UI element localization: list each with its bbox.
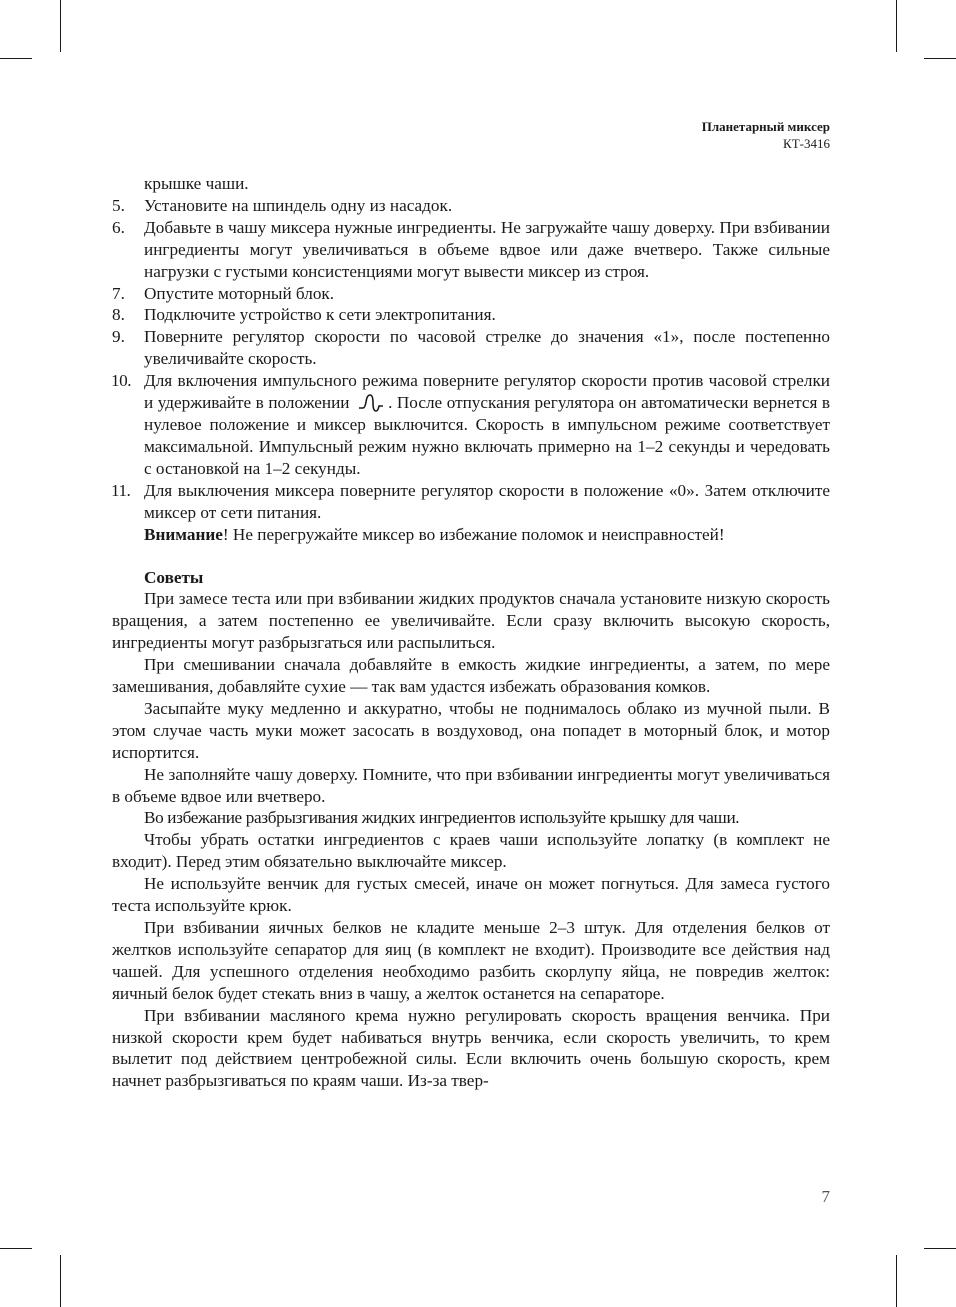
tip-paragraph: Чтобы убрать остатки ингредиентов с краев чаши используйте лопатку (в комплект не входит). Перед этим обязательно выключайте миксер. <box>112 830 830 872</box>
step-number: 9. <box>112 327 125 347</box>
list-item <box>112 195 830 217</box>
step-number: 11. <box>111 480 131 500</box>
pulse-icon <box>356 392 386 414</box>
step-number: 10. <box>111 371 131 391</box>
step-number: 7. <box>112 283 125 303</box>
step-text: Поверните регулятор скорости по часовой стрелке до значения «1», после постепенно увеличивайте скорость. <box>144 327 830 369</box>
step-text: Установите на шпиндель одну из насадок. <box>144 195 453 215</box>
crop-mark <box>896 1255 897 1307</box>
crop-mark <box>896 0 897 52</box>
step-text: Для выключения миксера поверните регулятор скорости в положение «0». Затем отключите миксер от сети питания. <box>144 480 830 522</box>
step-text: Подключите устройство к сети электропитания. <box>144 305 496 325</box>
tips-heading: Советы <box>144 567 204 587</box>
page-number: 7 <box>821 1187 830 1206</box>
header-model: КТ-3416 <box>783 136 830 151</box>
warning-note <box>112 524 830 546</box>
step-number: 6. <box>112 217 125 237</box>
tip-paragraph: При смешивании сначала добавляйте в емкость жидкие ингредиенты, а затем, по мере замешивания, добавляйте сухие — так вам удастся избежать образования комков. <box>112 655 830 697</box>
step-text-after: . После отпускания регулятора он автоматически вернется в нулевое положение и миксер выключится. Скорость в импульсном режиме соответствует максимальной. Импульсный режим нужно включать примерно на 1–2 секунды и чередовать с остановкой на 1–2 секунды. <box>144 393 831 478</box>
list-item <box>112 217 830 283</box>
tip-paragraph: Во избежание разбрызгивания жидких ингредиентов используйте крышку для чаши. <box>144 808 740 828</box>
list-item <box>112 283 830 305</box>
list-item <box>112 370 830 480</box>
tip-paragraph: Засыпайте муку медленно и аккуратно, чтобы не поднималось облако из мучной пыли. В этом случае часть муки может засосать в воздуховод, она попадет в моторный блок, и мотор испортится. <box>112 698 830 762</box>
warning-text: ! Не перегружайте миксер во избежание поломок и неисправностей! <box>222 524 725 544</box>
crop-mark <box>924 58 956 59</box>
crop-mark <box>0 58 32 59</box>
step-text: Добавьте в чашу миксера нужные ингредиенты. Не загружайте чашу доверху. При взбивании ингредиенты могут увеличиваться в объеме вдвое или даже вчетверо. Также сильные нагрузки с густыми консистенциями могут вывести миксер из строя. <box>144 217 830 281</box>
list-item <box>112 326 830 370</box>
step-text-before: Для включения импульсного режима поверните регулятор скорости против часовой стрелки и удерживайте в положении <box>144 371 830 413</box>
warning-label: Внимание <box>144 524 223 544</box>
continuation-text: крышке чаши. <box>144 174 249 193</box>
header-title: Планетарный миксер <box>701 119 830 134</box>
tip-paragraph: При взбивании яичных белков не кладите меньше 2–3 штук. Для отделения белков от желтков используйте сепаратор для яиц (в комплект не входит). Производите все действия над чашей. Для успешного отделения необходимо разбить скорлупу яйца, не повредив желток: яичный белок будет стекать вниз в чашу, а желток останется на сепараторе. <box>112 918 830 1003</box>
tip-paragraph: При взбивании масляного крема нужно регулировать скорость вращения венчика. При низкой скорости крем будет набиваться внутрь венчика, если скорость увеличить, то крем вылетит под действием центробежной силы. Если включить очень большую скорость, крем начнет разбрызгиваться по краям чаши. Из-за твер- <box>112 1005 830 1091</box>
steps-list <box>112 195 830 524</box>
crop-mark <box>0 1248 32 1249</box>
page-content <box>112 173 830 1092</box>
list-item <box>112 304 830 326</box>
crop-mark <box>60 1255 61 1307</box>
step-number: 8. <box>112 305 125 325</box>
tip-paragraph: Не заполняйте чашу доверху. Помните, что при взбивании ингредиенты могут увеличиваться в объеме вдвое или вчетверо. <box>112 764 830 806</box>
running-header <box>702 118 830 152</box>
list-item <box>112 480 830 524</box>
tip-paragraph: Не используйте венчик для густых смесей, иначе он может погнуться. Для замеса густого теста используйте крюк. <box>112 874 830 916</box>
crop-mark <box>924 1248 956 1249</box>
tip-paragraph: При замесе теста или при взбивании жидких продуктов сначала установите низкую скорость вращения, а затем постепенно ее увеличивайте. Если сразу включить высокую скорость, ингредиенты могут разбрызгаться или распылиться. <box>112 589 830 653</box>
step-number: 5. <box>112 195 125 215</box>
step-text: Опустите моторный блок. <box>144 283 335 303</box>
crop-mark <box>60 0 61 52</box>
